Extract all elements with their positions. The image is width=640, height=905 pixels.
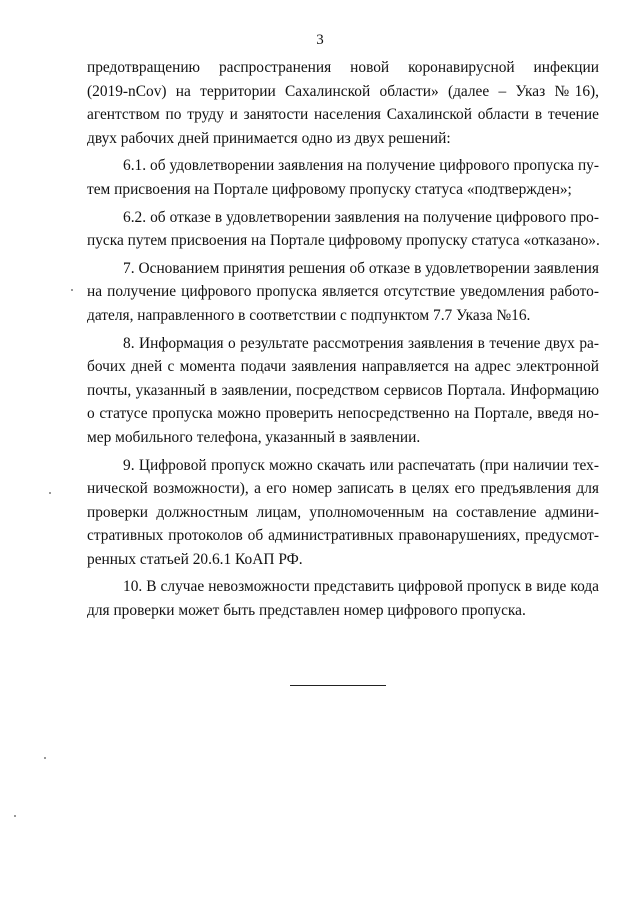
scan-speck [14,815,16,817]
paragraph-6-1 [87,154,599,201]
text-line: на получение цифрового пропуска является отсутствие уведомления работо- [87,283,599,301]
text-line: 9. Цифровой пропуск можно скачать или распечатать (при наличии тех- [123,456,599,474]
text-line: агентством по труду и занятости населения Сахалинской области в течение [87,106,599,124]
text-line: нической возможности), а его номер записать в целях его предъявления для [87,480,599,498]
paragraph-6-2 [87,206,599,253]
text-line: пуска путем присвоения на Портале цифровому пропуску статуса «отказано». [87,232,600,250]
scan-speck [44,757,46,759]
text-line: 7. Основанием принятия решения об отказе в удовлетворении заявления [123,259,599,277]
text-line: 6.1. об удовлетворении заявления на получение цифрового пропуска пу- [123,157,599,175]
paragraph-9 [87,454,599,572]
paragraph-8 [87,332,599,450]
paragraph-10 [87,575,599,622]
text-line: для проверки может быть представлен номер цифрового пропуска. [87,602,526,620]
text-line: ренных статьей 20.6.1 КоАП РФ. [87,550,303,568]
end-of-document-rule [290,685,386,686]
text-line: дателя, направленного в соответствии с подпунктом 7.7 Указа №16. [87,306,531,324]
text-line: мер мобильного телефона, указанный в заявлении. [87,428,421,446]
text-line: стративных протоколов об административных правонарушениях, предусмот- [87,527,599,545]
text-line: предотвращению распространения новой коронавирусной инфекции [87,59,599,76]
text-line: 10. В случае невозможности представить цифровой пропуск в виде кода [123,578,599,596]
page-number: 3 [316,32,324,48]
text-line: бочих дней с момента подачи заявления направляется на адрес электронной [87,358,599,376]
text-line: 8. Информация о результате рассмотрения заявления в течение двух ра- [123,334,599,352]
text-line: двух рабочих дней принимается одно из двух решений: [87,129,451,147]
scan-speck [49,492,51,494]
text-line: о статусе пропуска можно проверить непосредственно на Портале, введя но- [87,405,599,423]
paragraph-7 [87,257,599,328]
text-line: почты, указанный в заявлении, посредством сервисов Портала. Информацию [87,381,599,399]
text-line: тем присвоения на Портале цифровому пропуску статуса «подтвержден»; [87,180,572,198]
paragraph-continuation [87,56,599,150]
text-line: (2019-nCov) на территории Сахалинской области» (далее – Указ №16), [87,82,599,100]
document-body [87,56,599,623]
text-line: проверки должностным лицам, уполномоченным на составление админи- [87,503,599,521]
scan-speck [71,289,73,291]
text-line: 6.2. об отказе в удовлетворении заявления на получение цифрового про- [123,208,599,226]
